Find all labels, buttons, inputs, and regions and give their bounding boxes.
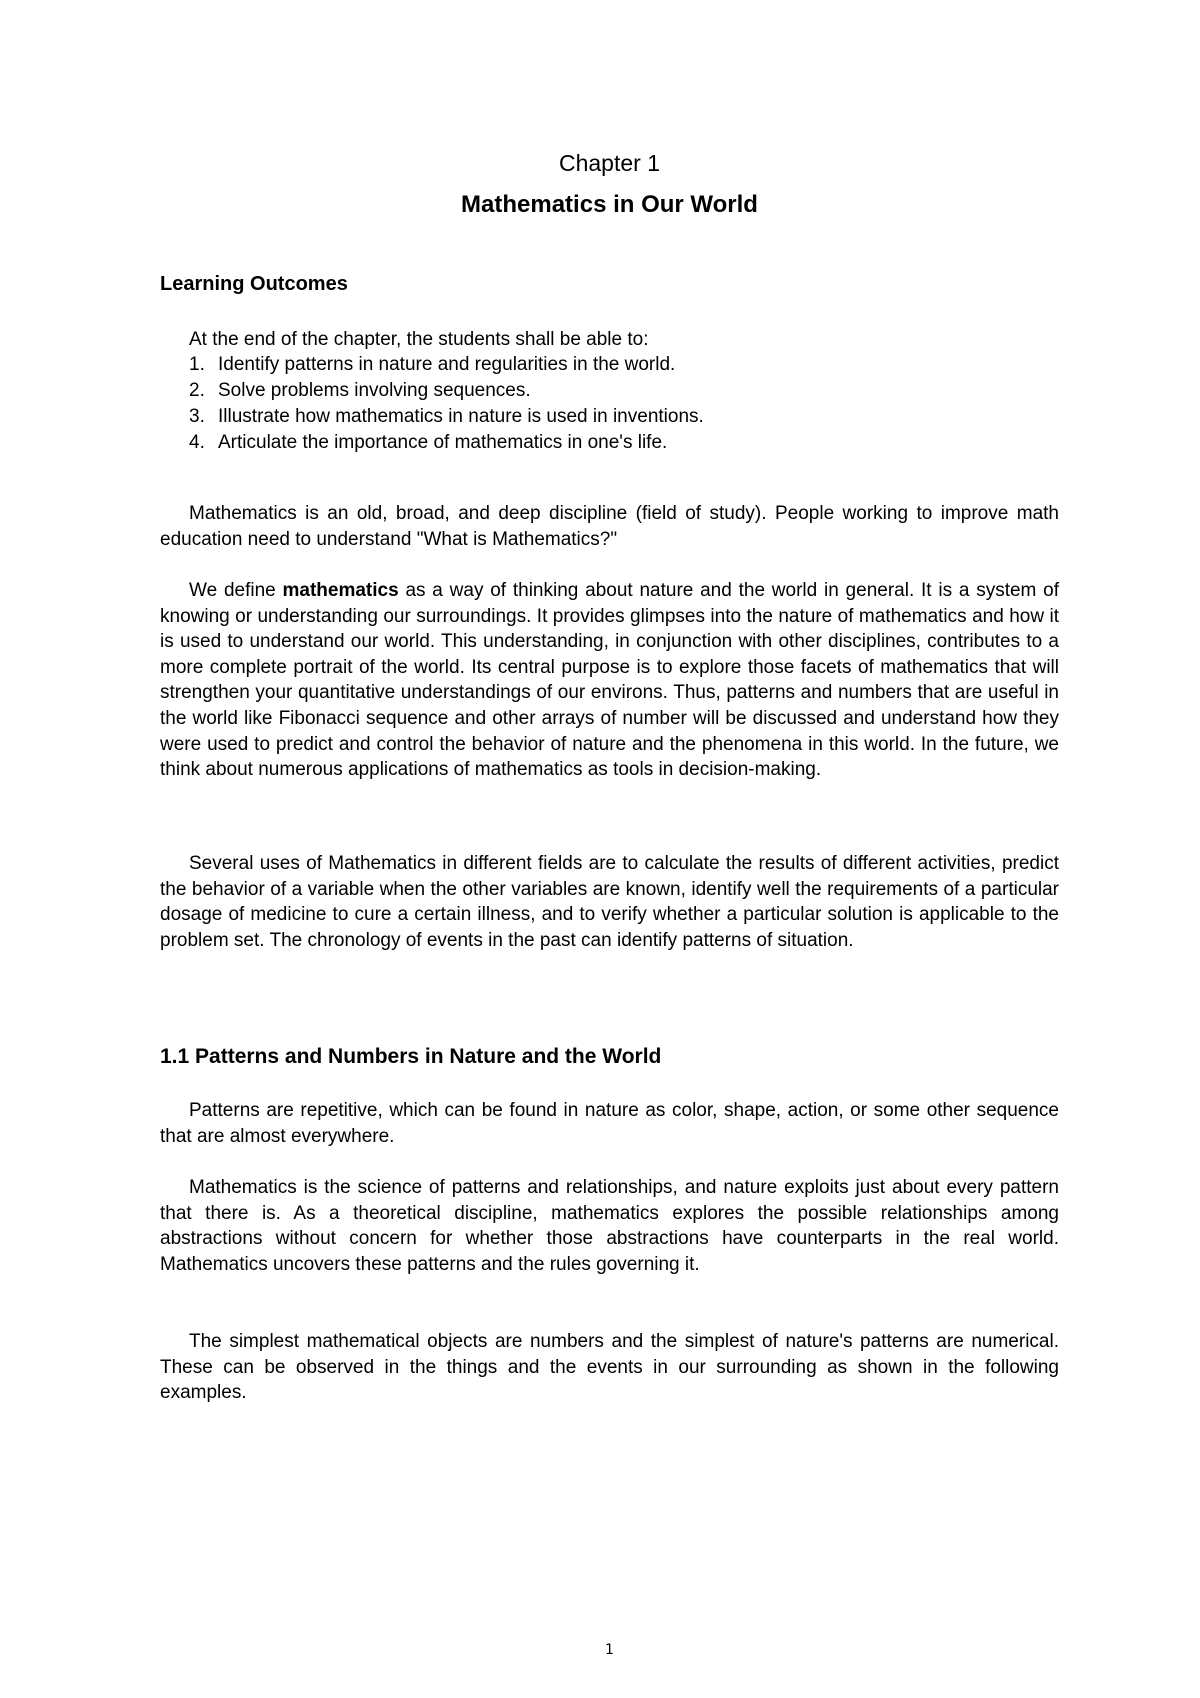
intro-paragraph-1: Mathematics is an old, broad, and deep discipline (field of study). People working to improve math education need to understand "What is Mathematics?": [160, 503, 1059, 550]
document-page: [160, 0, 1059, 1698]
list-item-number: 1.: [189, 354, 205, 375]
page-number: 1: [605, 1642, 614, 1658]
intro-paragraph-2: [160, 578, 1059, 783]
list-item-text: Identify patterns in nature and regularities in the world.: [218, 354, 676, 375]
list-item: [189, 430, 704, 456]
list-item-text: Solve problems involving sequences.: [218, 380, 531, 401]
list-item-number: 2.: [189, 380, 205, 401]
section-heading-1-1: 1.1 Patterns and Numbers in Nature and the World: [160, 1045, 662, 1068]
list-item-text: Articulate the importance of mathematics in one's life.: [218, 432, 668, 453]
paragraph-text-lead: We define: [189, 580, 283, 601]
section-paragraph-2: Mathematics is the science of patterns and relationships, and nature exploits just about every pattern that there is. As a theoretical discipline, mathematics explores the possible relationships among abstractions without concern for whether those abstractions have counterparts in the real world. Mathematics uncovers these patterns and the rules governing it.: [160, 1177, 1059, 1275]
paragraph-text-rest: as a way of thinking about nature and the world in general. It is a system of knowing or understanding our surroundings. It provides glimpses into the nature of mathematics and how it is used to understand our world. This understanding, in conjunction with other disciplines, contributes to a more complete portrait of the world. Its central purpose is to explore those facets of mathematics that will strengthen your quantitative understandings of our environs. Thus, patterns and numbers that are useful in the world like Fibonacci sequence and other arrays of number will be discussed and understand how they were used to predict and control the behavior of nature and the phenomena in this world. In the future, we think about numerous applications of mathematics as tools in decision-making.: [160, 580, 1060, 781]
learning-outcomes-heading: Learning Outcomes: [160, 273, 348, 295]
section-paragraph-1: Patterns are repetitive, which can be found in nature as color, shape, action, or some other sequence that are almost everywhere.: [160, 1100, 1059, 1147]
learning-outcomes-intro: At the end of the chapter, the students shall be able to:: [189, 329, 649, 350]
list-item-number: 4.: [189, 432, 205, 453]
list-item: [189, 404, 704, 430]
intro-paragraph-3: Several uses of Mathematics in different fields are to calculate the results of different activities, predict the behavior of a variable when the other variables are known, identify well the requirements of a particular dosage of medicine to cure a certain illness, and to verify whether a particular solution is applicable to the problem set. The chronology of events in the past can identify patterns of situation.: [160, 853, 1059, 951]
list-item: [189, 352, 704, 378]
chapter-title: Mathematics in Our World: [461, 191, 758, 218]
section-paragraph-3: The simplest mathematical objects are numbers and the simplest of nature's patterns are numerical. These can be observed in the things and the events in our surrounding as shown in the following examples.: [160, 1331, 1059, 1404]
list-item-text: Illustrate how mathematics in nature is used in inventions.: [218, 406, 704, 427]
list-item-number: 3.: [189, 406, 205, 427]
list-item: [189, 378, 704, 404]
term-mathematics: mathematics: [282, 580, 399, 601]
chapter-label: Chapter 1: [558, 150, 660, 176]
learning-outcomes-list: [189, 352, 704, 456]
